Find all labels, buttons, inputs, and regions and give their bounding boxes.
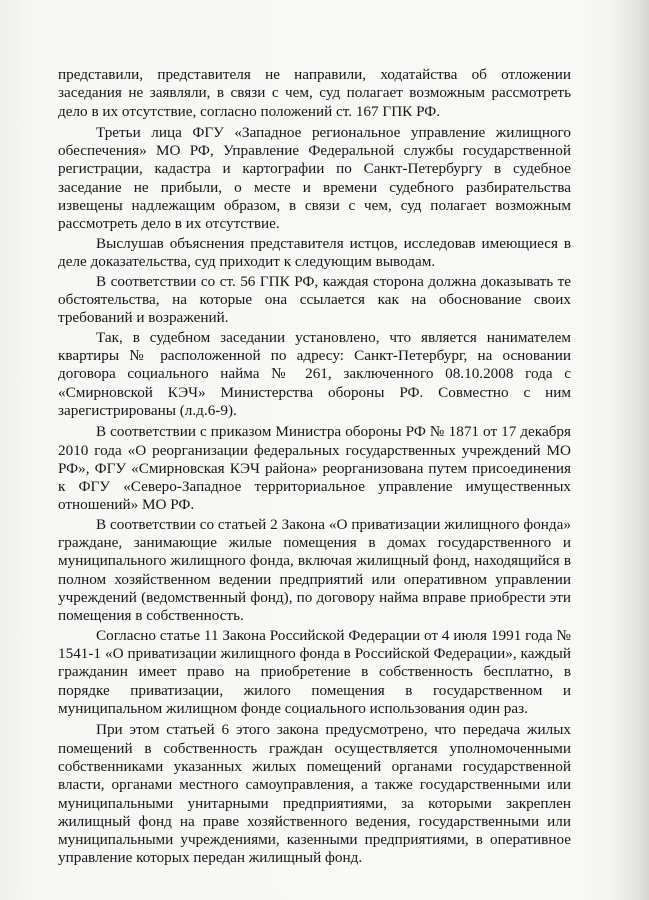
- paragraph: Выслушав объяснения представителя истцов, исследовав имеющиеся в деле доказательства, суд приходит к следующим выводам.: [58, 234, 571, 271]
- paragraph: Согласно статье 11 Закона Российской Федерации от 4 июля 1991 года № 1541-1 «О приватизации жилищного фонда в Российской Федерации», каждый гражданин имеет право на приобретение в собственность бесплатно, в порядке приватизации, жилого помещения в государственном и муниципальном жилищном фонде социального использования один раз.: [58, 626, 571, 718]
- paragraph: В соответствии со статьей 2 Закона «О приватизации жилищного фонда» граждане, занимающие жилые помещения в домах государственного и муниципального жилищного фонда, включая жилищный фонд, находящийся в полном хозяйственном ведении предприятий или оперативном управлении учреждений (ведомственный фонд), по договору найма вправе приобрести эти помещения в собственность.: [58, 515, 571, 625]
- page-edge-shadow: [613, 0, 649, 900]
- paragraph: При этом статьей 6 этого закона предусмотрено, что передача жилых помещений в собственность граждан осуществляется уполномоченными собственниками указанных жилых помещений органами государственной власти, органами местного самоуправления, а также государственными или муниципальными унитарными предприятиями, за которыми закреплен жилищный фонд на праве хозяйственного ведения, государственными или муниципальными учреждениями, казенными предприятиями, в оперативное управление которых передан жилищный фонд.: [58, 721, 571, 867]
- paragraph: Так, в судебном заседании установлено, что является нанимателем квартиры № расположенной по адресу: Санкт-Петербург, на основании договора социального найма № 261, заключенного 08.10.2008 года с «Смирновской КЭЧ» Министерства обороны РФ. Совместно с ним зарегистрированы (л.д.6-9).: [58, 328, 571, 419]
- paragraph: В соответствии со ст. 56 ГПК РФ, каждая сторона должна доказывать те обстоятельства, на которые она ссылается как на обоснование своих требований и возражений.: [58, 272, 571, 327]
- paragraph: Третьи лица ФГУ «Западное региональное управление жилищного обеспечения» МО РФ, Управление Федеральной службы государственной регистрации, кадастра и картографии по Санкт-Петербургу в судебное заседание не прибыли, о месте и времени судебного разбирательства извещены надлежащим образом, в связи с чем, суд полагает возможным рассмотреть дело в их отсутствие.: [58, 123, 571, 233]
- paragraph: В соответствии с приказом Министра обороны РФ № 1871 от 17 декабря 2010 года «О реорганизации федеральных государственных учреждений МО РФ», ФГУ «Смирновская КЭЧ района» реорганизована путем присоединения к ФГУ «Северо-Западное территориальное управление имущественных отношений» МО РФ.: [58, 423, 571, 514]
- document-body: [58, 66, 571, 869]
- paragraph: представили, представителя не направили, ходатайства об отложении заседания не заявляли, в связи с чем, суд полагает возможным рассмотреть дело в их отсутствие, согласно положений ст. 167 ГПК РФ.: [58, 66, 571, 120]
